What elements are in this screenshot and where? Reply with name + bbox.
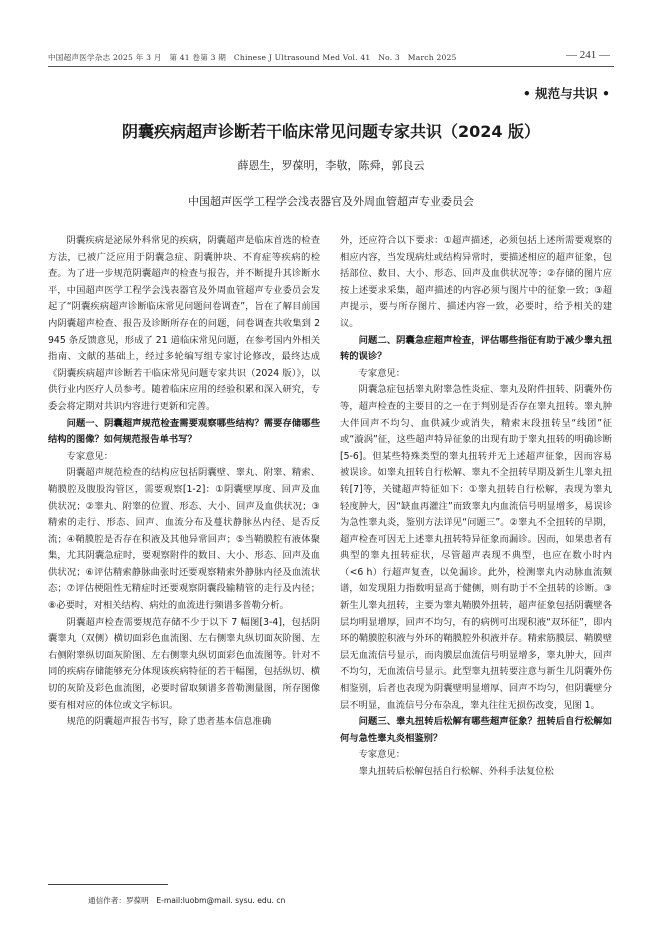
intro-paragraph: 阴囊疾病是泌尿外科常见的疾病，阴囊超声是临床首选的检查方法，已被广泛应用于阴囊急症、阴囊肿块、不育症等疾病的检查。为了进一步规范阴囊超声的检查与报告，并不断提升其诊断水平，中国超声医学工程学会浅表器官及外周血管超声专业委员会发起了“阴囊疾病超声诊断临床常见问题问卷调查”，旨在了解目前国内阴囊超声检查、报告及诊断所存在的问题，问卷调查共收集到 2 945 条反馈意见，形成了 21 道临床常见问题，在参考国内外相关指南、文献的基础上，经过多轮编写组专家讨论修改，最终达成《阴囊疾病超声诊断若干临床常见问题专家共识（2024 版）》，以供行业内医疗人员参考。随着临床应用的经验积累和深入研究，专委会将定期对共识内容进行更新和完善。 [48,235,320,412]
page-number: — 241 — [566,49,610,61]
corresponding-author-footnote: 通信作者：罗葆明 E-mail:luobm@mail. sysu. edu. cn [88,896,286,905]
body-paragraph: 阴囊超声检查需要规范存储不少于以下 7 幅图[3-4]，包括阴囊睾丸（双侧）横切面彩色血流图、左右侧睾丸纵切面灰阶图、左右侧附睾纵切面灰阶图、左右侧睾丸纵切面彩色血流图等。针对不同的疾病存储能够充分体现该疾病特征的若干幅图，包括纵切、横切的灰阶及彩色血流图，必要时留取频谱多普勒测量图，所存图像要有相对应的体位或文字标识。 [48,616,320,711]
body-paragraph: 睾丸扭转后松解包括自行松解、外科手法复位松 [358,766,554,777]
author-list: 薛恩生，罗葆明，李敬，陈舜，郭良云 [237,159,425,172]
question-heading: 问题一、阴囊超声规范检查需要观察哪些结构？需要存储哪些结构的图像？如何规范报告单书写？ [48,417,320,446]
body-paragraph: 外，还应符合以下要求：①超声描述，必须包括上述所需要观察的相应内容，当发现病灶或结构异常时，要描述相应的超声征象，包括部位、数目、大小、形态、回声及血供状况等；②存储的图片应按上述要求采集，超声描述的内容必须与图片中的征象一致；③超声提示，要与所存图片、描述内容一致，必要时，给予相关的建议。 [340,235,612,329]
body-paragraph: 阴囊超声规范检查的结构应包括阴囊壁、睾丸、附睾、精索、鞘膜腔及腹股沟管区，需要观察[1-2]：①阴囊壁厚度、回声及血供状况；②睾丸、附睾的位置、形态、大小、回声及血供状况；③精索的走行、形态、回声、血流分布及蔓状静脉丛内径、是否反流；④鞘膜腔是否存在积液及其他异常回声；⑤当鞘膜腔有液体聚集，尤其阴囊急症时，要观察附件的数目、大小、形态、回声及血供状况；⑥评估精索静脉曲张时还要观察精索外静脉内径及血流状态；⑦评估梗阻性无精症时还要观察阴囊段输精管的走行及内径；⑧必要时，对相关结构、病灶的血流进行频谱多普勒分析。 [48,467,320,612]
right-column [340,233,612,781]
expert-opinion-label: 专家意见： [358,367,406,379]
body-paragraph: 规范的阴囊超声报告书写，除了患者基本信息准确 [66,716,272,728]
expert-opinion-label: 专家意见： [66,450,114,462]
expert-opinion-label: 专家意见： [358,749,406,761]
article-title: 阴囊疾病超声诊断若干临床常见问题专家共识（2024 版） [121,122,541,141]
footnote-rule [48,884,168,885]
left-column [48,233,320,731]
header-rule [48,66,614,67]
question-heading: 问题二、阴囊急症超声检查，评估哪些指征有助于减少睾丸扭转的误诊？ [340,334,612,363]
body-paragraph: 阴囊急症包括睾丸附睾急性炎症、睾丸及附件扭转、阴囊外伤等，超声检查的主要目的之一在于判别是否存在睾丸扭转。睾丸肿大伴回声不均匀、血供减少或消失，精索末段扭转呈“线团”征或“漩涡”征，这些超声特异征象的出现有助于睾丸扭转的明确诊断[5-6]。但某些特殊类型的睾丸扭转并无上述超声征象，因而容易被误诊。如睾丸扭转自行松解、睾丸不全扭转早期及新生儿睾丸扭转[7]等，关键超声特征如下：①睾丸扭转自行松解，表现为睾丸轻度肿大，因“缺血再灌注”而致睾丸内血流信号明显增多，易误诊为急性睾丸炎，鉴别方法详见“问题三”。②睾丸不全扭转的早期，超声检查可因无上述睾丸扭转特异征象而漏诊。因而，如果患者有典型的睾丸扭转症状，尽管超声表现不典型，也应在数小时内（<6 h）行超声复查，以免漏诊。此外，检测睾丸内动脉血流频谱，如发现阻力指数明显高于健侧，则有助于不全扭转的诊断。③新生儿睾丸扭转，主要为睾丸鞘膜外扭转，超声征象包括阴囊壁各层均明显增厚，回声不均匀，有的病例可出现积液“双环征”，即内环的鞘膜腔积液与外环的鞘膜腔外积液并存。精索筋膜层、鞘膜壁层无血流信号显示，而肉膜层血流信号明显增多，睾丸肿大，回声不均匀，无血流信号显示。此型睾丸扭转要注意与新生儿阴囊外伤相鉴别，后者也表现为阴囊壁明显增厚、回声不均匀，但阴囊壁分层不明显，血流信号分布杂乱，睾丸往往无损伤改变，见图 1。 [340,384,612,711]
column-tag: • 规范与共识 • [522,86,610,101]
running-head: 中国超声医学杂志 2025 年 3 月 第 41 卷第 3 期 Chinese J Ultrasound Med Vol. 41 No. 3 March 2025 [48,53,457,62]
question-heading: 问题三、睾丸扭转后松解有哪些超声征象？扭转后自行松解如何与急性睾丸炎相鉴别？ [340,716,612,744]
affiliation: 中国超声医学工程学会浅表器官及外周血管超声专业委员会 [188,195,474,208]
